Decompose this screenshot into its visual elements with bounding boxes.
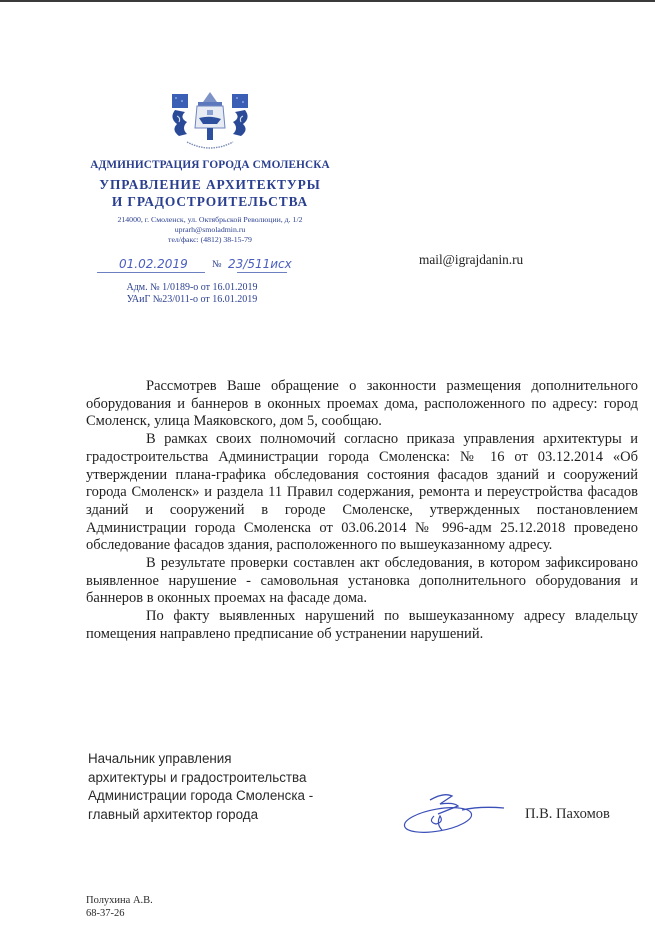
paragraph: В результате проверки составлен акт обследования, в котором зафиксировано выявленное нарушение - самовольная установка дополнительного оборудования и баннеров в оконных проемах на фасаде дома. <box>86 555 638 607</box>
scan-top-edge <box>0 0 655 2</box>
letterhead <box>90 88 330 245</box>
number-label: № <box>212 259 222 270</box>
position-line: Администрации города Смоленска - <box>88 788 314 803</box>
handwritten-signature <box>400 786 520 836</box>
incoming-references <box>97 282 287 306</box>
reference-uaig: УАиГ №23/011-о от 16.01.2019 <box>126 294 258 305</box>
executor-block <box>86 895 153 920</box>
executor-name: Полухина А.В. <box>86 895 153 906</box>
department-name-line-2: И ГРАДОСТРОИТЕЛЬСТВА <box>111 194 309 209</box>
position-line: архитектуры и градостроительства <box>88 769 307 785</box>
letter-body <box>86 378 638 644</box>
registration-number: 23/511исх <box>228 257 292 271</box>
department-name-line-1: УПРАВЛЕНИЕ АРХИТЕКТУРЫ <box>99 177 321 192</box>
date-underline <box>97 272 205 273</box>
department-phone: тел/факс: (4812) 38-15-79 <box>168 235 252 244</box>
department-email: uprarh@smoladmin.ru <box>174 225 246 234</box>
registration-date: 01.02.2019 <box>119 257 188 271</box>
administration-name: АДМИНИСТРАЦИЯ ГОРОДА СМОЛЕНСКА <box>90 159 330 171</box>
position-line: Начальник управления <box>88 751 232 766</box>
smolensk-coat-of-arms-icon <box>167 88 253 154</box>
department-name <box>90 176 330 210</box>
signatory-name: П.В. Пахомов <box>525 806 610 822</box>
paragraph: Рассмотрев Ваше обращение о законности размещения дополнительного оборудования и баннеров в оконных проемах дома, расположенного по адресу: город Смоленск, улица Маяковского, дом 5, сообщаю. <box>86 378 638 430</box>
registration-line <box>97 257 292 275</box>
executor-phone: 68-37-26 <box>86 907 125 919</box>
recipient-email: mail@igrajdanin.ru <box>419 252 524 267</box>
postal-address: 214000, г. Смоленск, ул. Октябрьской Революции, д. 1/2 <box>117 215 303 224</box>
paragraph: По факту выявленных нарушений по вышеуказанному адресу владельцу помещения направлено предписание об устранении нарушений. <box>86 608 638 642</box>
paragraph: В рамках своих полномочий согласно приказа управления архитектуры и градостроительства Администрации города Смоленска: № 16 от 03.12.2014 «Об утверждении плана-графика обследования состояния фасадов зданий и сооружений города Смоленск» и раздела 11 Правил содержания, ремонта и переустройства фасадов зданий и сооружений в городе Смоленске, утвержденных постановлением Администрации города Смоленска от 03.06.2014 № 996-адм 25.12.2018 проведено обследование фасадов здания, расположенного по вышеуказанному адресу. <box>86 431 638 554</box>
reference-adm: Адм. № 1/0189-о от 16.01.2019 <box>126 282 258 293</box>
signatory-position <box>88 750 313 824</box>
position-line: главный архитектор города <box>88 806 259 822</box>
number-underline <box>237 272 287 273</box>
contact-block <box>90 215 330 245</box>
